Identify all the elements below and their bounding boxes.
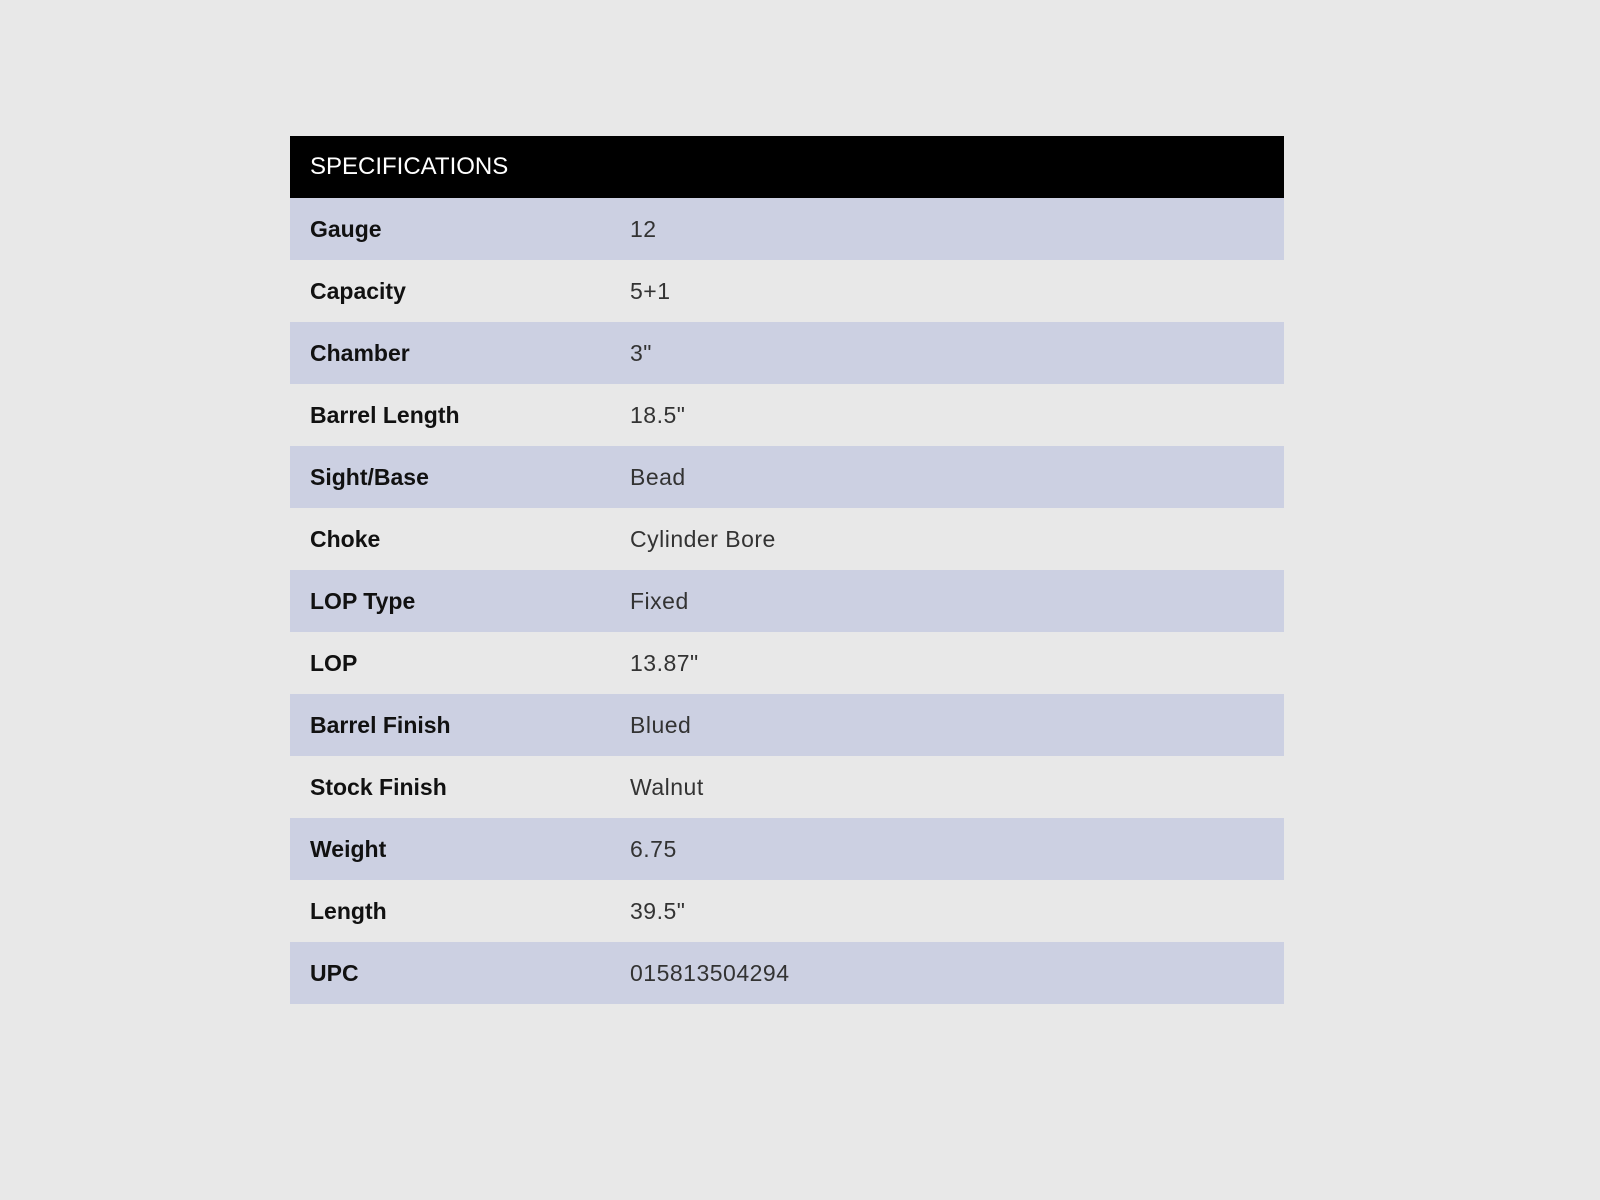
row-label: Chamber	[310, 339, 410, 366]
row-value: 3"	[630, 339, 652, 366]
table-row-sight-base	[290, 446, 1284, 508]
row-label: UPC	[310, 959, 359, 986]
table-row-choke	[290, 508, 1284, 570]
table-row-barrel-finish	[290, 694, 1284, 756]
row-value: Walnut	[630, 773, 704, 800]
table-row-stock-finish	[290, 756, 1284, 818]
table-row-gauge	[290, 198, 1284, 260]
specifications-table	[290, 136, 1284, 1004]
table-row-capacity	[290, 260, 1284, 322]
row-label: Sight/Base	[310, 463, 429, 490]
row-label: Stock Finish	[310, 773, 447, 800]
row-value: Blued	[630, 711, 692, 738]
row-value: 39.5"	[630, 897, 686, 924]
row-value: Bead	[630, 463, 686, 490]
table-title: SPECIFICATIONS	[310, 153, 509, 180]
row-value: 13.87"	[630, 649, 699, 676]
row-label: Choke	[310, 525, 381, 552]
row-value: Fixed	[630, 587, 689, 614]
table-row-barrel-length	[290, 384, 1284, 446]
row-value: 015813504294	[630, 959, 790, 986]
row-value: 6.75	[630, 835, 677, 862]
row-label: LOP	[310, 649, 358, 676]
table-header	[290, 136, 1284, 198]
row-label: Gauge	[310, 215, 382, 242]
row-label: Capacity	[310, 277, 406, 304]
row-value: 18.5"	[630, 401, 686, 428]
table-row-lop-type	[290, 570, 1284, 632]
row-label: LOP Type	[310, 587, 416, 614]
row-label: Weight	[310, 835, 387, 862]
table-row-length	[290, 880, 1284, 942]
row-value: 5+1	[630, 277, 671, 304]
table-row-upc	[290, 942, 1284, 1004]
table-row-weight	[290, 818, 1284, 880]
table-row-lop	[290, 632, 1284, 694]
table-row-chamber	[290, 322, 1284, 384]
row-value: 12	[630, 215, 657, 242]
row-value: Cylinder Bore	[630, 525, 776, 552]
row-label: Barrel Length	[310, 401, 460, 428]
row-label: Length	[310, 897, 387, 924]
row-label: Barrel Finish	[310, 711, 451, 738]
